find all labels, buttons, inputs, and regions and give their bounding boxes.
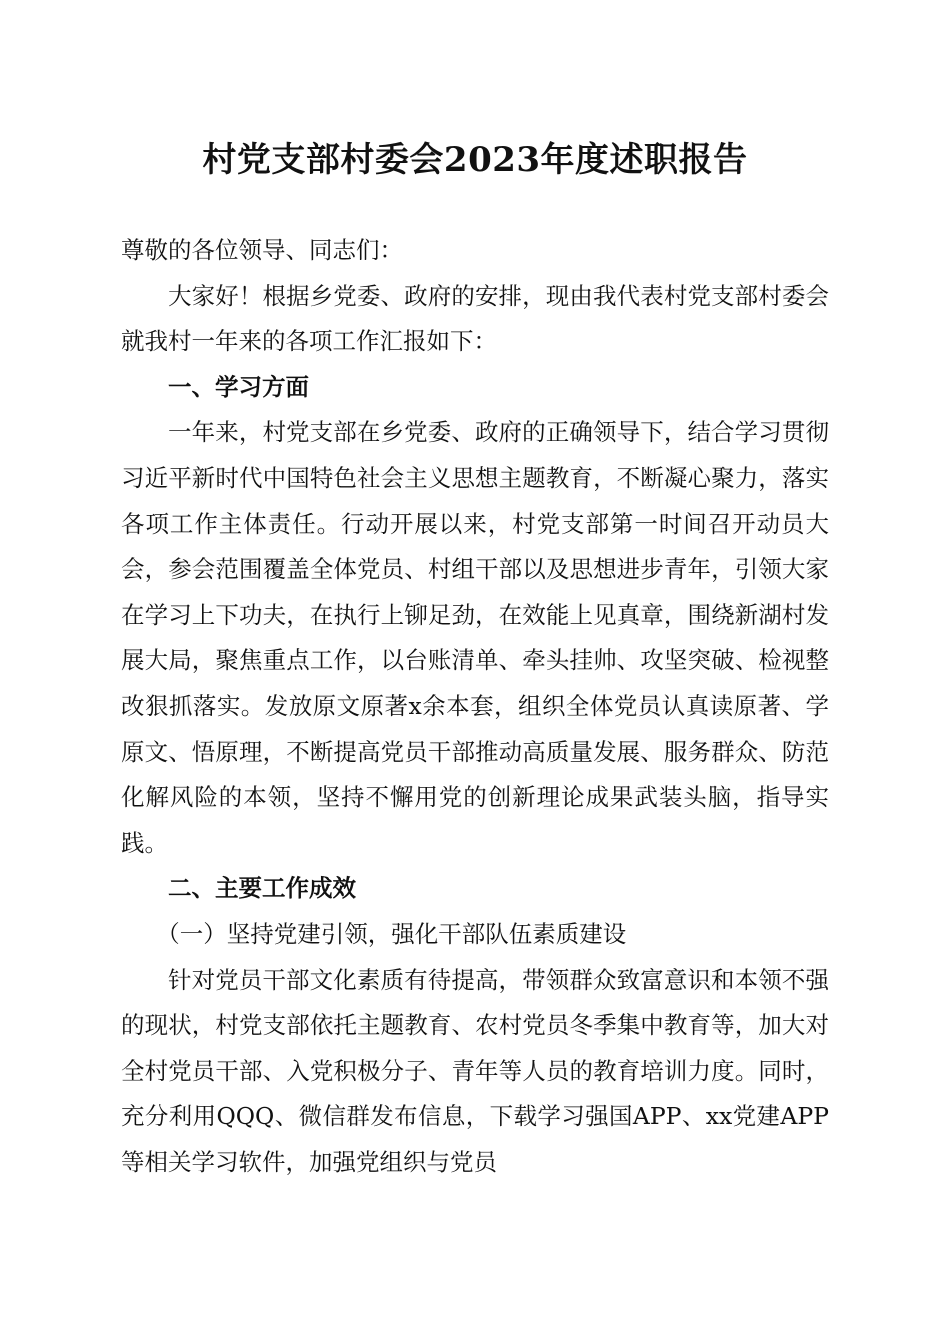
salutation: 尊敬的各位领导、同志们：: [121, 236, 403, 264]
party-building-paragraph: 针对党员干部文化素质有待提高，带领群众致富意识和本领不强的现状，村党支部依托主题教育、农村党员冬季集中教育等，加大对全村党员干部、入党积极分子、青年等人员的教育培训力度。同时，充分利用QQQ、微信群发布信息，下载学习强国APP、xx党建APP等相关学习软件，加强党组织与党员: [121, 965, 829, 1176]
intro-paragraph: 大家好！根据乡党委、政府的安排，现由我代表村党支部村委会就我村一年来的各项工作汇报如下：: [121, 281, 829, 356]
section-heading-study: 一、学习方面: [168, 372, 309, 401]
section-heading-results: 二、主要工作成效: [168, 874, 356, 903]
study-paragraph: 一年来，村党支部在乡党委、政府的正确领导下，结合学习贯彻习近平新时代中国特色社会主义思想主题教育，不断凝心聚力，落实各项工作主体责任。行动开展以来，村党支部第一时间召开动员大会，参会范围覆盖全体党员、村组干部以及思想进步青年，引领大家在学习上下功夫，在执行上铆足劲，在效能上见真章，围绕新湖村发展大局，聚焦重点工作，以台账清单、牵头挂帅、攻坚突破、检视整改狠抓落实。发放原文原著x余本套，组织全体党员认真读原著、学原文、悟原理，不断提高党员干部推动高质量发展、服务群众、防范化解风险的本领，坚持不懈用党的创新理论成果武装头脑，指导实践。: [121, 418, 829, 857]
subsection-heading-party-building: （一）坚持党建引领，强化干部队伍素质建设: [156, 919, 627, 948]
document-title: 村党支部村委会2023年度述职报告: [202, 140, 748, 180]
document-body: [121, 228, 829, 1185]
